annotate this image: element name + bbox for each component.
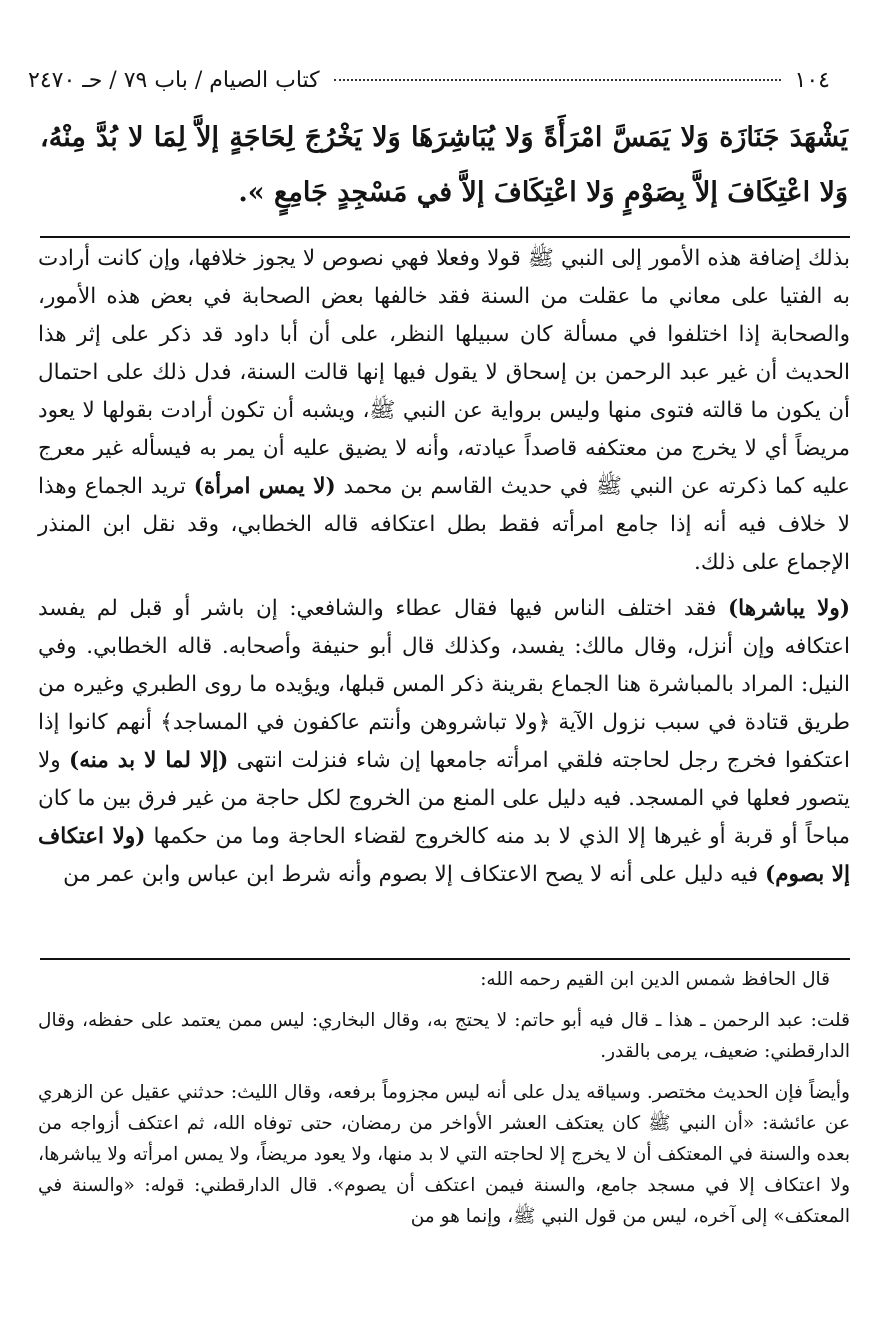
footnote-paragraph-2: وأيضاً فإن الحديث مختصر. وسياقه يدل على أنه ليس مجزوماً برفعه، وقال الليث: حدثني عقيل عن الزهري عن عائشة: «أن النبي ﷺ كان يعتكف العشر الأواخر من رمضان، حتى توفاه الله، ثم اعتكف أزواجه من بعده والسنة في المعتكف أن لا يخرج إلا لحاجته التي لا بد منها، ولا يعود مريضاً، ولا يمس امرأته ولا يباشرها، ولا اعتكاف إلا في مسجد جامع، والسنة فيمن اعتكف أن يصوم». قال الدارقطني: قوله: «والسنة في المعتكف» إلى آخره، ليس من قول النبي ﷺ، وإنما هو من <box>38 1082 850 1227</box>
commentary-section <box>38 240 850 894</box>
commentary-paragraph-1 <box>38 240 850 582</box>
footnote-intro: قال الحافظ شمس الدين ابن القيم رحمه الله: <box>480 969 830 990</box>
header-dotted-leader <box>334 79 781 81</box>
commentary-p2-text-a: فقد اختلف الناس فيها فقال عطاء والشافعي: إن باشر أو قبل لم يفسد اعتكافه وإن أنزل، وقال مالك: يفسد، وكذلك قال أبو حنيفة وأصحابه. قاله الخطابي. وفي النيل: المراد بالمباشرة هنا الجماع بقرينة ذكر المس قبلها، ويؤيده ما روى الطبري وغيره من طريق قتادة في سبب نزول الآية ﴿ولا تباشروهن وأنتم عاكفون في المساجد﴾ أنهم كانوا إذا اعتكفوا فخرج رجل لحاجته فلقي امرأته جامعها إن شاء فنزلت انتهى <box>38 596 850 773</box>
commentary-p2-highlight-2: (إلا لما لا بد منه) <box>69 748 229 773</box>
commentary-paragraph-2 <box>38 590 850 894</box>
running-title: كتاب الصيام / باب ٧٩ / حـ ٢٤٧٠ <box>28 67 320 93</box>
commentary-p1-end: تريد الجماع وهذا لا خلاف فيه أنه إذا جامع امرأته فقط بطل اعتكافه قاله الخطابي، وقد نقل ابن المنذر الإجماع على ذلك. <box>38 474 850 575</box>
footnote-divider <box>40 958 850 960</box>
footnote-section <box>38 964 850 1232</box>
hadith-text: يَشْهَدَ جَنَازَة وَلا يَمَسَّ امْرَأَةً وَلا يُبَاشِرَهَا وَلا يَخْرُجَ لِحَاجَةٍ إلاَّ لِمَا لا بُدَّ مِنْهُ، وَلا اعْتِكَافَ إلاَّ بِصَوْمٍ وَلا اعْتِكَافَ إلاَّ في مَسْجِدٍ جَامِعٍ ». <box>40 122 848 208</box>
commentary-p1-highlight: (لا يمس امرأة) <box>193 474 336 499</box>
commentary-p2-highlight-1: (ولا يباشرها) <box>727 596 850 621</box>
commentary-p2-text-b: ولا يتصور فعلها في المسجد. فيه دليل على المنع من الخروج لكل حاجة من غير فرق بين ما كان مباحاً أو قربة أو غيرها إلا الذي لا بد منه كالخروج لقضاء الحاجة وما من حكمها <box>38 748 850 849</box>
commentary-p2-highlight-3: (ولا اعتكاف إلا بصوم) <box>38 824 850 887</box>
page-header <box>28 62 830 98</box>
top-divider <box>40 236 850 238</box>
page-number: ١٠٤ <box>794 67 830 93</box>
footnote-paragraph-1: قلت: عبد الرحمن ـ هذا ـ قال فيه أبو حاتم: لا يحتج به، وقال البخاري: ليس ممن يعتمد على حفظه، وقال الدارقطني: ضعيف، يرمى بالقدر. <box>38 1010 850 1062</box>
commentary-p2-text-c: فيه دليل على أنه لا يصح الاعتكاف إلا بصوم وأنه شرط ابن عباس وابن عمر من <box>63 862 759 887</box>
commentary-p1-text: بذلك إضافة هذه الأمور إلى النبي ﷺ قولا وفعلا فهي نصوص لا يجوز خلافها، وإن كانت أرادت به الفتيا على معاني ما عقلت من السنة فقد خالفها بعض الصحابة في بعض هذه الأمور، والصحابة إذا اختلفوا في مسألة كان سبيلها النظر، على أن أبا داود قد ذكر على إثر هذا الحديث أن غير عبد الرحمن بن إسحاق لا يقول فيها إنها قالت السنة، فدل ذلك على احتمال أن يكون ما قالته فتوى منها وليس برواية عن النبي ﷺ، ويشبه أن تكون أرادت بقولها لا يعود مريضاً أي لا يخرج من معتكفه قاصداً عيادته، وأنه لا يضيق عليه أن يمر به فيسأله غير معرج عليه كما ذكرته عن النبي ﷺ في حديث القاسم بن محمد <box>38 246 850 499</box>
